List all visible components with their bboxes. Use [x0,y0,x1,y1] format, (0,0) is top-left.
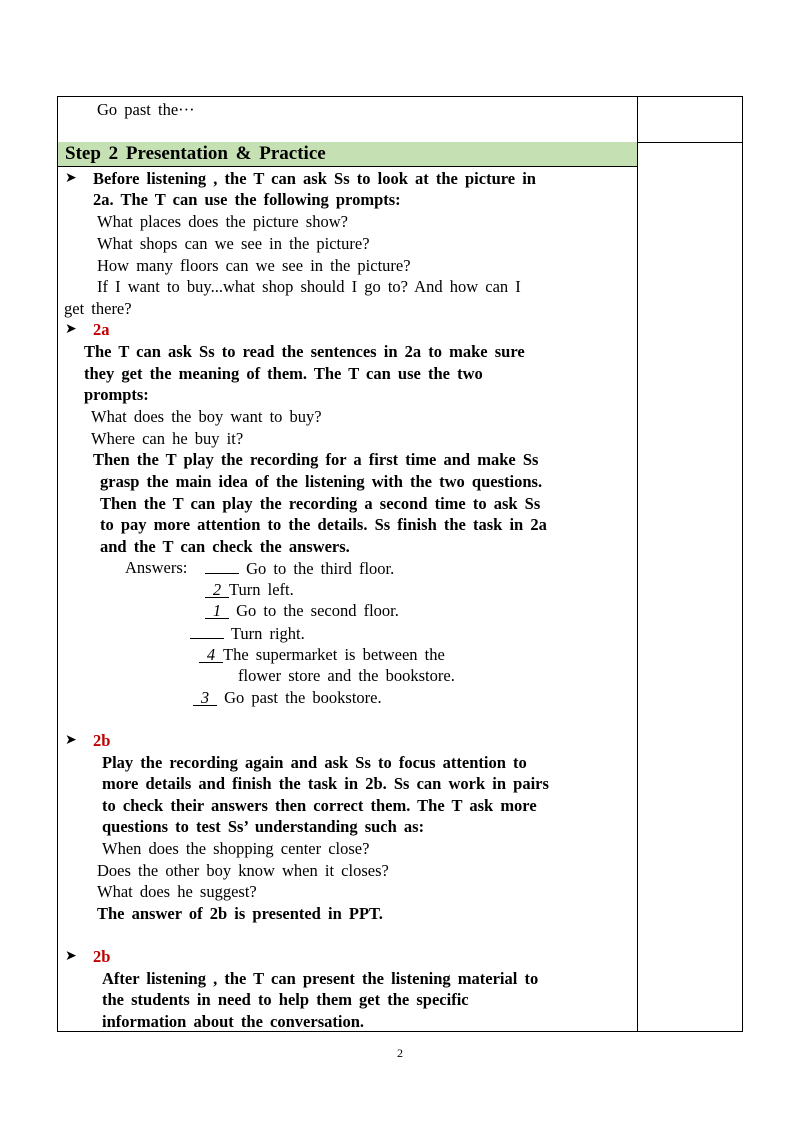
sec2b-line-1: Play the recording again and ask Ss to focus attention to [102,753,527,772]
answer-text: Go past the bookstore. [224,688,382,707]
answer-blank: 4 [199,647,223,663]
answer-item [205,580,294,600]
answer-item [205,558,394,579]
sec2a-then-1: Then the T play the recording for a first time and make Ss [93,450,539,469]
answer-item [193,688,382,708]
answer-item [190,623,305,644]
sec2b-after-line-3: information about the conversation. [102,1012,364,1031]
column-divider [637,97,638,1031]
sec2a-line-2: they get the meaning of them. The T can use the two [84,364,483,383]
sec2a-line-1: The T can ask Ss to read the sentences in 2a to make sure [84,342,525,361]
step-header [58,142,637,167]
sec2a-line-3: prompts: [84,385,149,404]
sec2a-prompt-1: What does the boy want to buy? [91,407,322,426]
top-row-text: Go past the··· [97,100,195,119]
answer-blank [190,623,224,639]
before-line-1: Before listening , the T can ask Ss to look at the picture in [93,169,536,188]
answer-text: Go to the second floor. [236,601,399,620]
answer-text: Go to the third floor. [246,559,395,578]
section-2a-heading: 2a [93,320,110,339]
sec2b-note: The answer of 2b is presented in PPT. [97,904,383,923]
sec2a-prompt-2: Where can he buy it? [91,429,244,448]
answer-blank: 1 [205,603,229,619]
before-prompt-4a: If I want to buy...what shop should I go to? And how can I [97,277,521,296]
sec2a-then-4: to pay more attention to the details. Ss finish the task in 2a [100,515,547,534]
answers-label: Answers: [125,558,188,577]
answer-text: The supermarket is between the [223,645,445,664]
step-title: Step 2 Presentation & Practice [65,143,326,164]
answer-blank [205,558,239,574]
page-number: 2 [397,1046,403,1060]
sec2b-line-2: more details and finish the task in 2b. Ss can work in pairs [102,774,549,793]
sec2b-question-2: Does the other boy know when it closes? [97,861,389,880]
answer-item [199,645,445,665]
sec2a-then-3: Then the T can play the recording a second time to ask Ss [100,494,541,513]
before-line-2: 2a. The T can use the following prompts: [93,190,401,209]
section-2b-after-heading: 2b [93,947,111,966]
answer-item [205,601,399,621]
sec2b-question-1: When does the shopping center close? [102,839,370,858]
bullet-arrow-icon: ➤ [65,949,77,964]
section-2b-heading: 2b [93,731,111,750]
sec2b-line-4: questions to test Ss’ understanding such as: [102,817,425,836]
before-prompt-1: What places does the picture show? [97,212,348,231]
sec2b-after-line-2: the students in need to help them get the specific [102,990,469,1009]
bullet-arrow-icon: ➤ [65,733,77,748]
answer-text-continued: flower store and the bookstore. [238,666,455,685]
answer-text: Turn left. [229,580,294,599]
before-prompt-2: What shops can we see in the picture? [97,234,370,253]
before-prompt-3: How many floors can we see in the picture? [97,256,411,275]
bullet-arrow-icon: ➤ [65,171,77,186]
sec2a-then-2: grasp the main idea of the listening with the two questions. [100,472,543,491]
bullet-arrow-icon: ➤ [65,322,77,337]
sec2b-question-3: What does he suggest? [97,882,257,901]
sec2b-after-line-1: After listening , the T can present the listening material to [102,969,539,988]
sec2b-line-3: to check their answers then correct them. The T ask more [102,796,537,815]
sec2a-then-5: and the T can check the answers. [100,537,350,556]
before-prompt-4b: get there? [64,299,132,318]
answer-blank: 3 [193,690,217,706]
answer-blank: 2 [205,582,229,598]
answer-text: Turn right. [230,624,305,643]
